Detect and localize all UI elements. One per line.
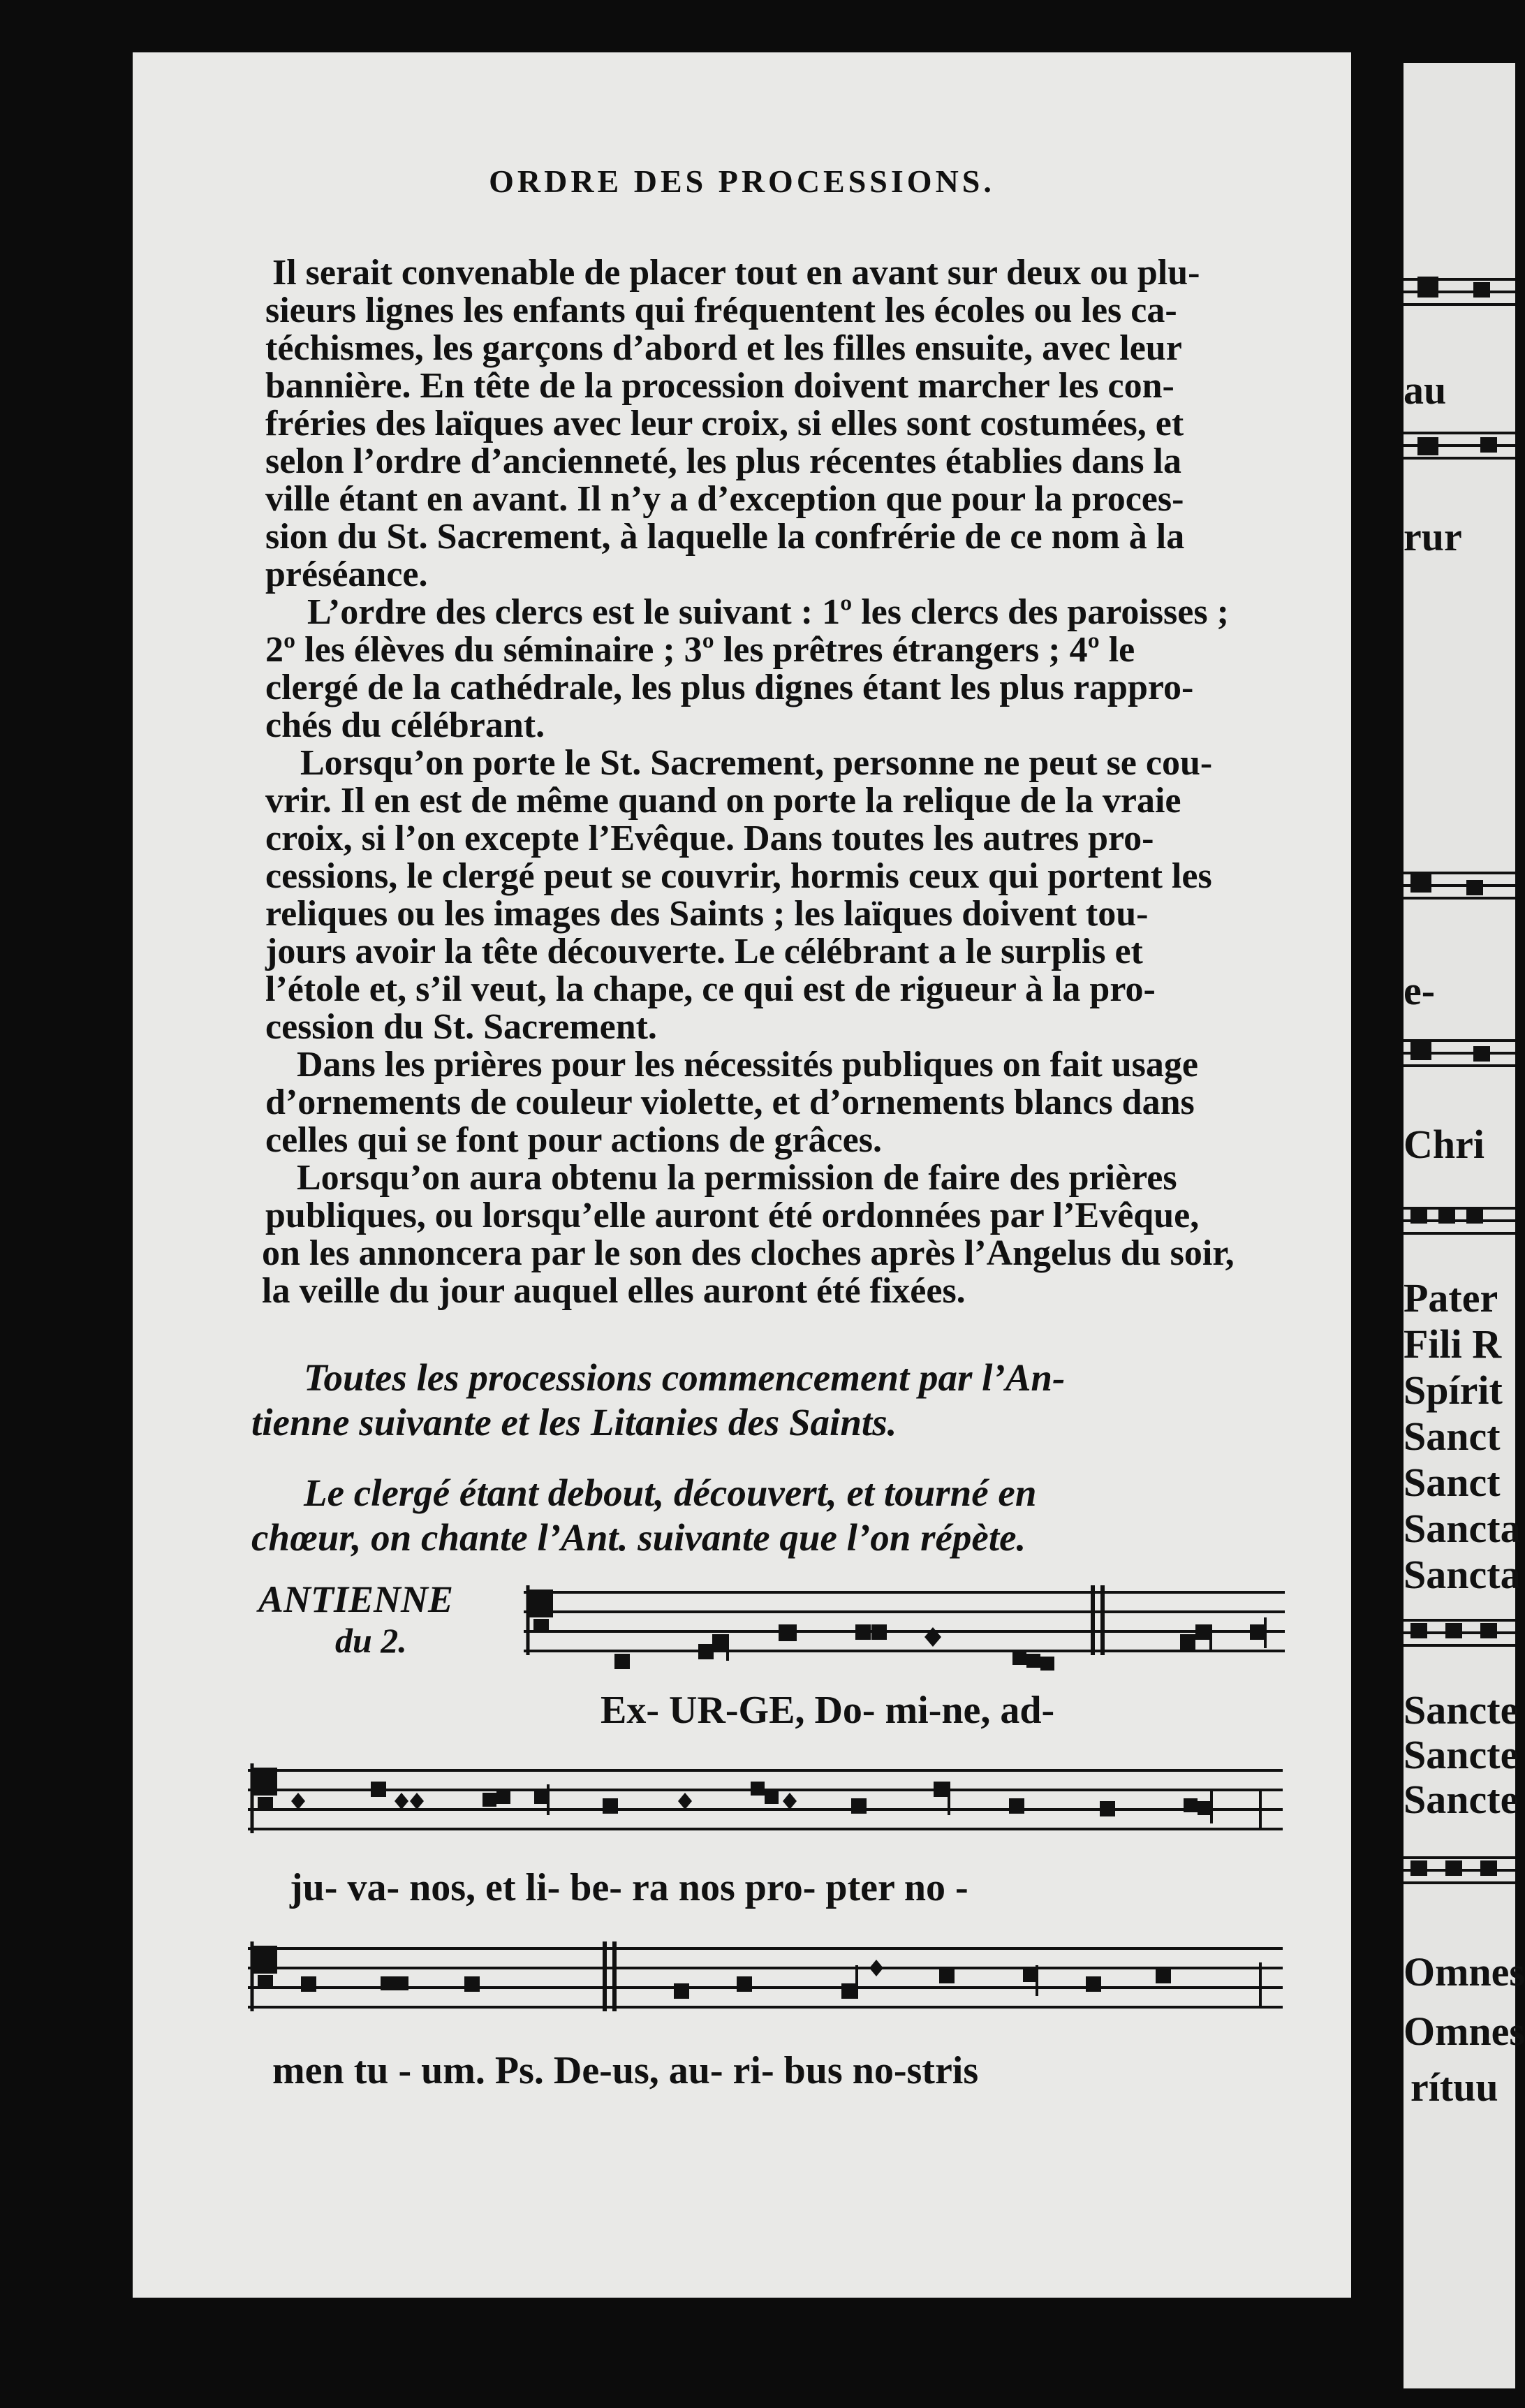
next-page-fragment: Sancte <box>1404 1777 1519 1822</box>
next-page-fragment: Omnes <box>1404 2009 1525 2054</box>
text-line: d’ornements de couleur violette, et d’ornements blancs dans <box>265 1082 1195 1122</box>
text-line: reliques ou les images des Saints ; les laïques doivent tou- <box>265 894 1149 934</box>
lyric-line: men tu - um. Ps. De-us, au- ri- bus no-stris <box>272 2049 979 2092</box>
music-staff-fragment <box>1404 866 1515 908</box>
text-line: cession du St. Sacrement. <box>265 1007 657 1047</box>
next-page-fragment: e- <box>1404 968 1436 1013</box>
text-line: sieurs lignes les enfants qui fréquentent les écoles ou les ca- <box>265 291 1177 330</box>
music-staff-fragment <box>1404 1201 1515 1243</box>
text-line: croix, si l’on excepte l’Evêque. Dans toutes les autres pro- <box>265 818 1154 858</box>
rubric-line: Le clergé étant debout, découvert, et tourné en <box>304 1471 1037 1514</box>
next-page-fragment: rítuu <box>1410 2064 1498 2110</box>
page-title: ORDRE DES PROCESSIONS. <box>489 163 995 199</box>
text-line: celles qui se font pour actions de grâces. <box>265 1120 882 1160</box>
text-line: 2º les élèves du séminaire ; 3º les prêtres étrangers ; 4º le <box>265 630 1135 670</box>
next-page-fragment: Omnes <box>1404 1949 1525 1995</box>
text-line: la veille du jour auquel elles auront été fixées. <box>262 1271 966 1311</box>
next-page-fragment: rur <box>1404 514 1462 559</box>
text-line: sion du St. Sacrement, à laquelle la confrérie de ce nom à la <box>265 517 1185 557</box>
text-line: L’ordre des clercs est le suivant : 1º les clercs des paroisses ; <box>307 592 1229 632</box>
text-line: bannière. En tête de la procession doivent marcher les con- <box>265 366 1174 406</box>
antiphon-label: ANTIENNE <box>258 1578 454 1620</box>
music-staff-fragment <box>1404 426 1515 468</box>
text-line: téchismes, les garçons d’abord et les filles ensuite, avec leur <box>265 328 1182 368</box>
next-page-fragment: Spírit <box>1404 1367 1503 1413</box>
music-staff <box>248 1935 1283 2032</box>
text-line: selon l’ordre d’ancienneté, les plus récentes établies dans la <box>265 441 1181 481</box>
text-line: Lorsqu’on aura obtenu la permission de faire des prières <box>297 1158 1177 1198</box>
next-page-fragment: Sancta <box>1404 1506 1521 1551</box>
text-line: clergé de la cathédrale, les plus dignes étant les plus rappro- <box>265 668 1194 707</box>
text-line: publiques, ou lorsqu’elle auront été ordonnées par l’Evêque, <box>265 1196 1200 1235</box>
text-line: Lorsqu’on porte le St. Sacrement, personne ne peut se cou- <box>300 743 1213 783</box>
book-page <box>133 52 1351 2298</box>
next-page-fragment: Sanct <box>1404 1414 1501 1459</box>
text-line: cessions, le clergé peut se couvrir, hormis ceux qui portent les <box>265 856 1212 896</box>
next-page-fragment: Sancte <box>1404 1732 1519 1777</box>
adjacent-page-edge <box>1404 63 1525 2388</box>
next-page-fragment: Sanct <box>1404 1460 1501 1505</box>
music-staff-fragment <box>1404 1851 1515 1893</box>
text-line: l’étole et, s’il veut, la chape, ce qui est de rigueur à la pro- <box>265 969 1156 1009</box>
text-line: Dans les prières pour les nécessités publiques on fait usage <box>297 1045 1198 1085</box>
antiphon-mode: du 2. <box>335 1621 407 1660</box>
next-page-fragment: au <box>1404 367 1447 413</box>
music-staff-fragment <box>1404 1613 1515 1655</box>
next-page-fragment: Chri <box>1404 1122 1485 1167</box>
text-line: préséance. <box>265 555 428 594</box>
music-staff <box>524 1578 1285 1676</box>
next-page-fragment: Sancte <box>1404 1687 1519 1733</box>
text-line: on les annoncera par le son des cloches après l’Angelus du soir, <box>262 1233 1235 1273</box>
music-staff-fragment <box>1404 1034 1515 1075</box>
text-line: ville étant en avant. Il n’y a d’exception que pour la proces- <box>265 479 1184 519</box>
music-staff-fragment <box>1404 272 1515 314</box>
text-line: Il serait convenable de placer tout en avant sur deux ou plu- <box>272 253 1200 293</box>
text-line: vrir. Il en est de même quand on porte la relique de la vraie <box>265 781 1181 821</box>
text-line: jours avoir la tête découverte. Le célébrant a le surplis et <box>265 932 1143 971</box>
lyric-line: ju- va- nos, et li- be- ra nos pro- pter no - <box>290 1866 968 1909</box>
text-line: fréries des laïques avec leur croix, si elles sont costumées, et <box>265 404 1184 443</box>
next-page-fragment: Pater <box>1404 1275 1498 1321</box>
rubric-line: Toutes les processions commencement par l’An- <box>304 1356 1066 1399</box>
rubric-line: chœur, on chante l’Ant. suivante que l’on répète. <box>251 1516 1026 1559</box>
next-page-fragment: Sancta <box>1404 1552 1521 1597</box>
next-page-fragment: Fili R <box>1404 1321 1502 1367</box>
music-staff <box>248 1756 1283 1854</box>
lyric-line: Ex- UR-GE, Do- mi-ne, ad- <box>601 1689 1055 1732</box>
rubric-line: tienne suivante et les Litanies des Saints. <box>251 1401 897 1444</box>
text-line: chés du célébrant. <box>265 705 545 745</box>
